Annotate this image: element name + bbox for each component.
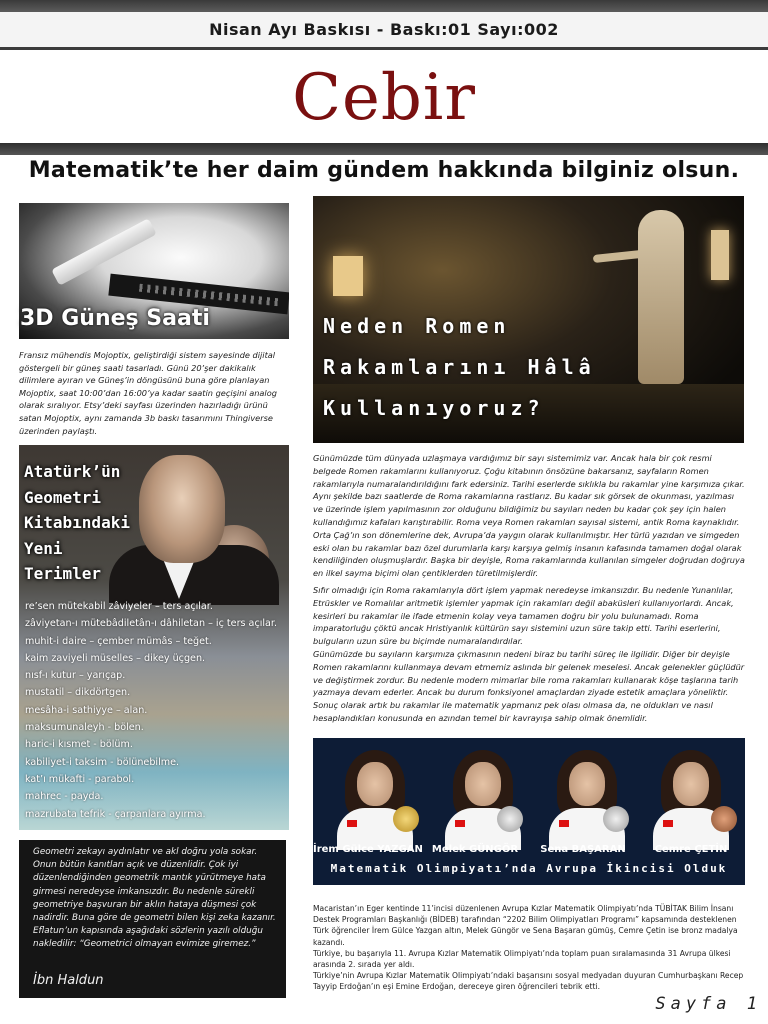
term-item: zâviyetan-ı mütebâdiletân-ı dâhiletan – iç ters açılar. xyxy=(25,618,278,630)
orator-figure xyxy=(638,210,684,384)
olympiad-caption: Matematik Olimpiyatı’nda Avrupa İkincisi Olduk xyxy=(330,862,728,875)
portrait-face xyxy=(139,455,225,563)
term-item: maksumunaleyh - bölen. xyxy=(25,722,144,734)
ataturk-title xyxy=(24,459,144,587)
silver-medal-icon xyxy=(497,806,523,832)
term-item: kaim zaviyeli müselles – dikey üçgen. xyxy=(25,652,206,664)
term-item: nısf-ı kutur – yarıçap. xyxy=(25,670,126,682)
olympiad-article-body xyxy=(313,903,745,993)
quote-text: Geometri zekayı aydınlatır ve akl doğru yola sokar. Onun bütün kanıtları açık ve düzenlidir. Çok iyi düzenlendiğinden geometrik mantık yürütmeye hata girmesi neredeyse imkansızdır. Bu nedenle sürekli geometriye başvuran bir aklın hataya düşmesi çok nadirdir. Buna göre de geometri bilen kişi zeka kazanır. Eflatun’un kapısında aşağıdaki sözlerin yazılı olduğu nakledilir: “Geometrici olmayan evimize giremez.” xyxy=(33,847,276,950)
student-portrait xyxy=(445,750,521,850)
roman-article-title xyxy=(323,306,623,429)
roman-article-body xyxy=(313,452,745,729)
page-number: Sayfa 1 xyxy=(655,994,762,1014)
term-item: mustatil – dikdörtgen. xyxy=(25,687,131,699)
sun-article-body: Fransız mühendis Mojoptix, geliştirdiği sistem sayesinde dijital göstergeli bir güneş saati tasarladı. Günü 20’şer dakikalık dilimlere ayıran ve Güneş’in döngüsünü buna göre planlayan Mojoptix, saat 10:00’dan 16:00’ya kadar saatin geçişini analog olarak sıralıyor. Etsy’deki sayfası üzerinden hazırladığı ürünü satan Mojoptix, aynı zamanda 3b baskı tasarımını Thingiverse üzerinden paylaştı. xyxy=(19,350,277,436)
student-name: Melek GÜNGÖR xyxy=(431,844,519,855)
lit-window xyxy=(333,256,363,296)
masthead xyxy=(0,53,768,143)
olympiad-paragraph: Macaristan’ın Eger kentinde 11’incisi düzenlenen Avrupa Kızlar Matematik Olimpiyatı’nda TÜBİTAK Bilim İnsanı Destek Programları Başkanlığı (BİDEB) tarafından “2202 Bilim Olimpiyatları Programı” kapsamında desteklenen Türk öğrenciler İrem Gülce Yazgan altın, Melek Güngör ve Sena Başaran gümüş, Cemre Çetin ise bronz madalya kazandı. xyxy=(313,904,738,947)
sun-dial-arm xyxy=(51,218,157,286)
term-item: re’sen mütekabil zâviyeler – ters açılar. xyxy=(25,601,213,612)
roman-title-line: Kullanıyoruz? xyxy=(323,396,545,420)
olympiad-paragraph: Türkiye’nin Avrupa Kızlar Matematik Olimpiyatı’ndaki başarısını sosyal medyadan duyuran Cumhurbaşkanı Recep Tayyip Erdoğan’ın eşi Emine Erdoğan, dereceye giren öğrencileri tebrik etti. xyxy=(313,971,744,992)
geometry-terms-list xyxy=(25,598,287,823)
student-portrait xyxy=(337,750,413,850)
term-item: mazrubata tefrik - çarpanlara ayırma. xyxy=(25,808,206,820)
ataturk-title-line: Yeni xyxy=(24,538,63,558)
issue-label: Nisan Ayı Baskısı - Baskı:01 Sayı:002 xyxy=(209,20,559,39)
ataturk-title-line: Kitabındaki xyxy=(24,513,130,532)
term-item: kat’ı mükafti - parabol. xyxy=(25,773,135,785)
lit-window xyxy=(711,230,729,280)
term-item: haric-i kısmet - bölüm. xyxy=(25,739,133,751)
masthead-title: Cebir xyxy=(292,61,476,135)
silver-medal-icon xyxy=(603,806,629,832)
issue-bar xyxy=(0,12,768,50)
ataturk-card xyxy=(19,445,289,830)
student-portrait xyxy=(549,750,625,850)
student-name: İrem Gülce YAZGAN xyxy=(313,844,423,855)
student-name: Sena BAŞARAN xyxy=(540,844,626,855)
roman-title-line: Neden Romen xyxy=(323,314,511,338)
ataturk-title-line: Atatürk’ün xyxy=(24,462,121,481)
masthead-rule xyxy=(0,143,768,155)
term-item: mahrec - payda. xyxy=(25,791,104,803)
gold-medal-icon xyxy=(393,806,419,832)
term-item: mesâha-i sathiyye – alan. xyxy=(25,704,148,716)
roman-paragraph: Günümüzde tüm dünyada uzlaşmaya vardığımız bir sayı sistemimiz var. Ancak hala bir çok resmi belgede Romen rakamlarını kullanıyoruz. Çoğu kitabının önsözüne bakarsanız, sayfaların Romen rakamlarıyla numaralandırıldığını fark edersiniz. Tarihi eserlerde sıklıkla bu rakamlar yine karşımıza çıkar. Aynı şekilde bazı saatlerde de Roma rakamlarına rastlarız. Bu kadar sık görsek de okunması, yazılması ve üzerinde işlem yapılmasının zor olduğunu bildiğimiz bu sayıları neden bu kadar çok şey için halen kullandığımız kafaları karıştırabilir. Roma veya Romen rakamları sayısal sistemi, antik Roma kaynaklıdır. Orta Çağ’ın son dönemlerine dek, Avrupa’da yaygın olarak kullanılmıştır. Her türlü yazıdan ve simgeden eski olan bu rakamlar bazı özel durumlarla karşı karşıya gelmiş insanın kafasında tamamen doğal olarak kendiliğinden oluşmuşlardır. Başka bir deyişle, Roma rakamlarında kullanılan simgeler doğrudan doğruya en ilkel sayma biçimi olan çentiklerden türetilmişlerdir. xyxy=(313,453,745,579)
olympiad-photo xyxy=(313,738,745,885)
roman-paragraph: Sıfır olmadığı için Roma rakamlarıyla dört işlem yapmak neredeyse imkansızdır. Bu nedenle Yunanlılar, Etrüskler ve Romalılar aritmetik işlemler yapmak için rakamları değil abaküsleri kullanıyorlardı. Ancak, kesirleri bu rakamlar ile ifade etmenin kolay veya tamamen doğru bir yolu bulunamadı. Roma imparatorluğu çöktü ancak Hristiyanlık kültürün sayı sistemini uzun süre takip etti. Tarihi eserlerini, bulguların uzun süre bu biçimde numaralandırdılar. Günümüzde bu sayıların karşımıza çıkmasının nedeni biraz bu tarihi süreç ile ilgilidir. Diğer bir deyişle Romen rakamlarını kullanmaya devam etmemiz aslında bir gelenek meselesi. Ancak gelenekler güçlüdür ve değiştirmek zordur. Bu nedenle modern mimarlar bile roma rakamları kullanarak köşe taşlarına tarih yazmaya devam ederler. Ancak bu durum fonksiyonel amaçlardan ziyade estetik amaçlara yöneliktir. Sonuç olarak artık bu rakamlar ile matematik yapmanız pek olası olmasa da, ne oldukları ve nasıl hesaplandıkları konusunda en azından temel bir kavrayışa sahip olmak önemlidir. xyxy=(313,584,745,723)
tagline: Matematik’te her daim gündem hakkında bilginiz olsun. xyxy=(28,158,740,183)
term-item: kabiliyet-i taksim - bölünebilme. xyxy=(25,756,180,768)
roman-title-line: Rakamlarını Hâlâ xyxy=(323,355,596,379)
top-rule xyxy=(0,0,768,12)
bronze-medal-icon xyxy=(711,806,737,832)
term-item: muhit-i daire – çember mümâs – teğet. xyxy=(25,635,212,647)
ataturk-title-line: Geometri xyxy=(24,487,102,507)
student-portrait xyxy=(653,750,729,850)
student-name: Cemre ÇETİN xyxy=(654,844,728,855)
quote-author: İbn Haldun xyxy=(33,973,104,988)
quote-card xyxy=(19,840,286,998)
olympiad-paragraph: Türkiye, bu başarıyla 11. Avrupa Kızlar Matematik Olimpiyatı’nda toplam puan sıralamasında 31 Avrupa ülkesi arasında 2. sırada yer aldı. xyxy=(313,948,731,970)
ataturk-title-line: Terimler xyxy=(24,564,102,583)
sun-article-title: 3D Güneş Saati xyxy=(20,306,210,331)
